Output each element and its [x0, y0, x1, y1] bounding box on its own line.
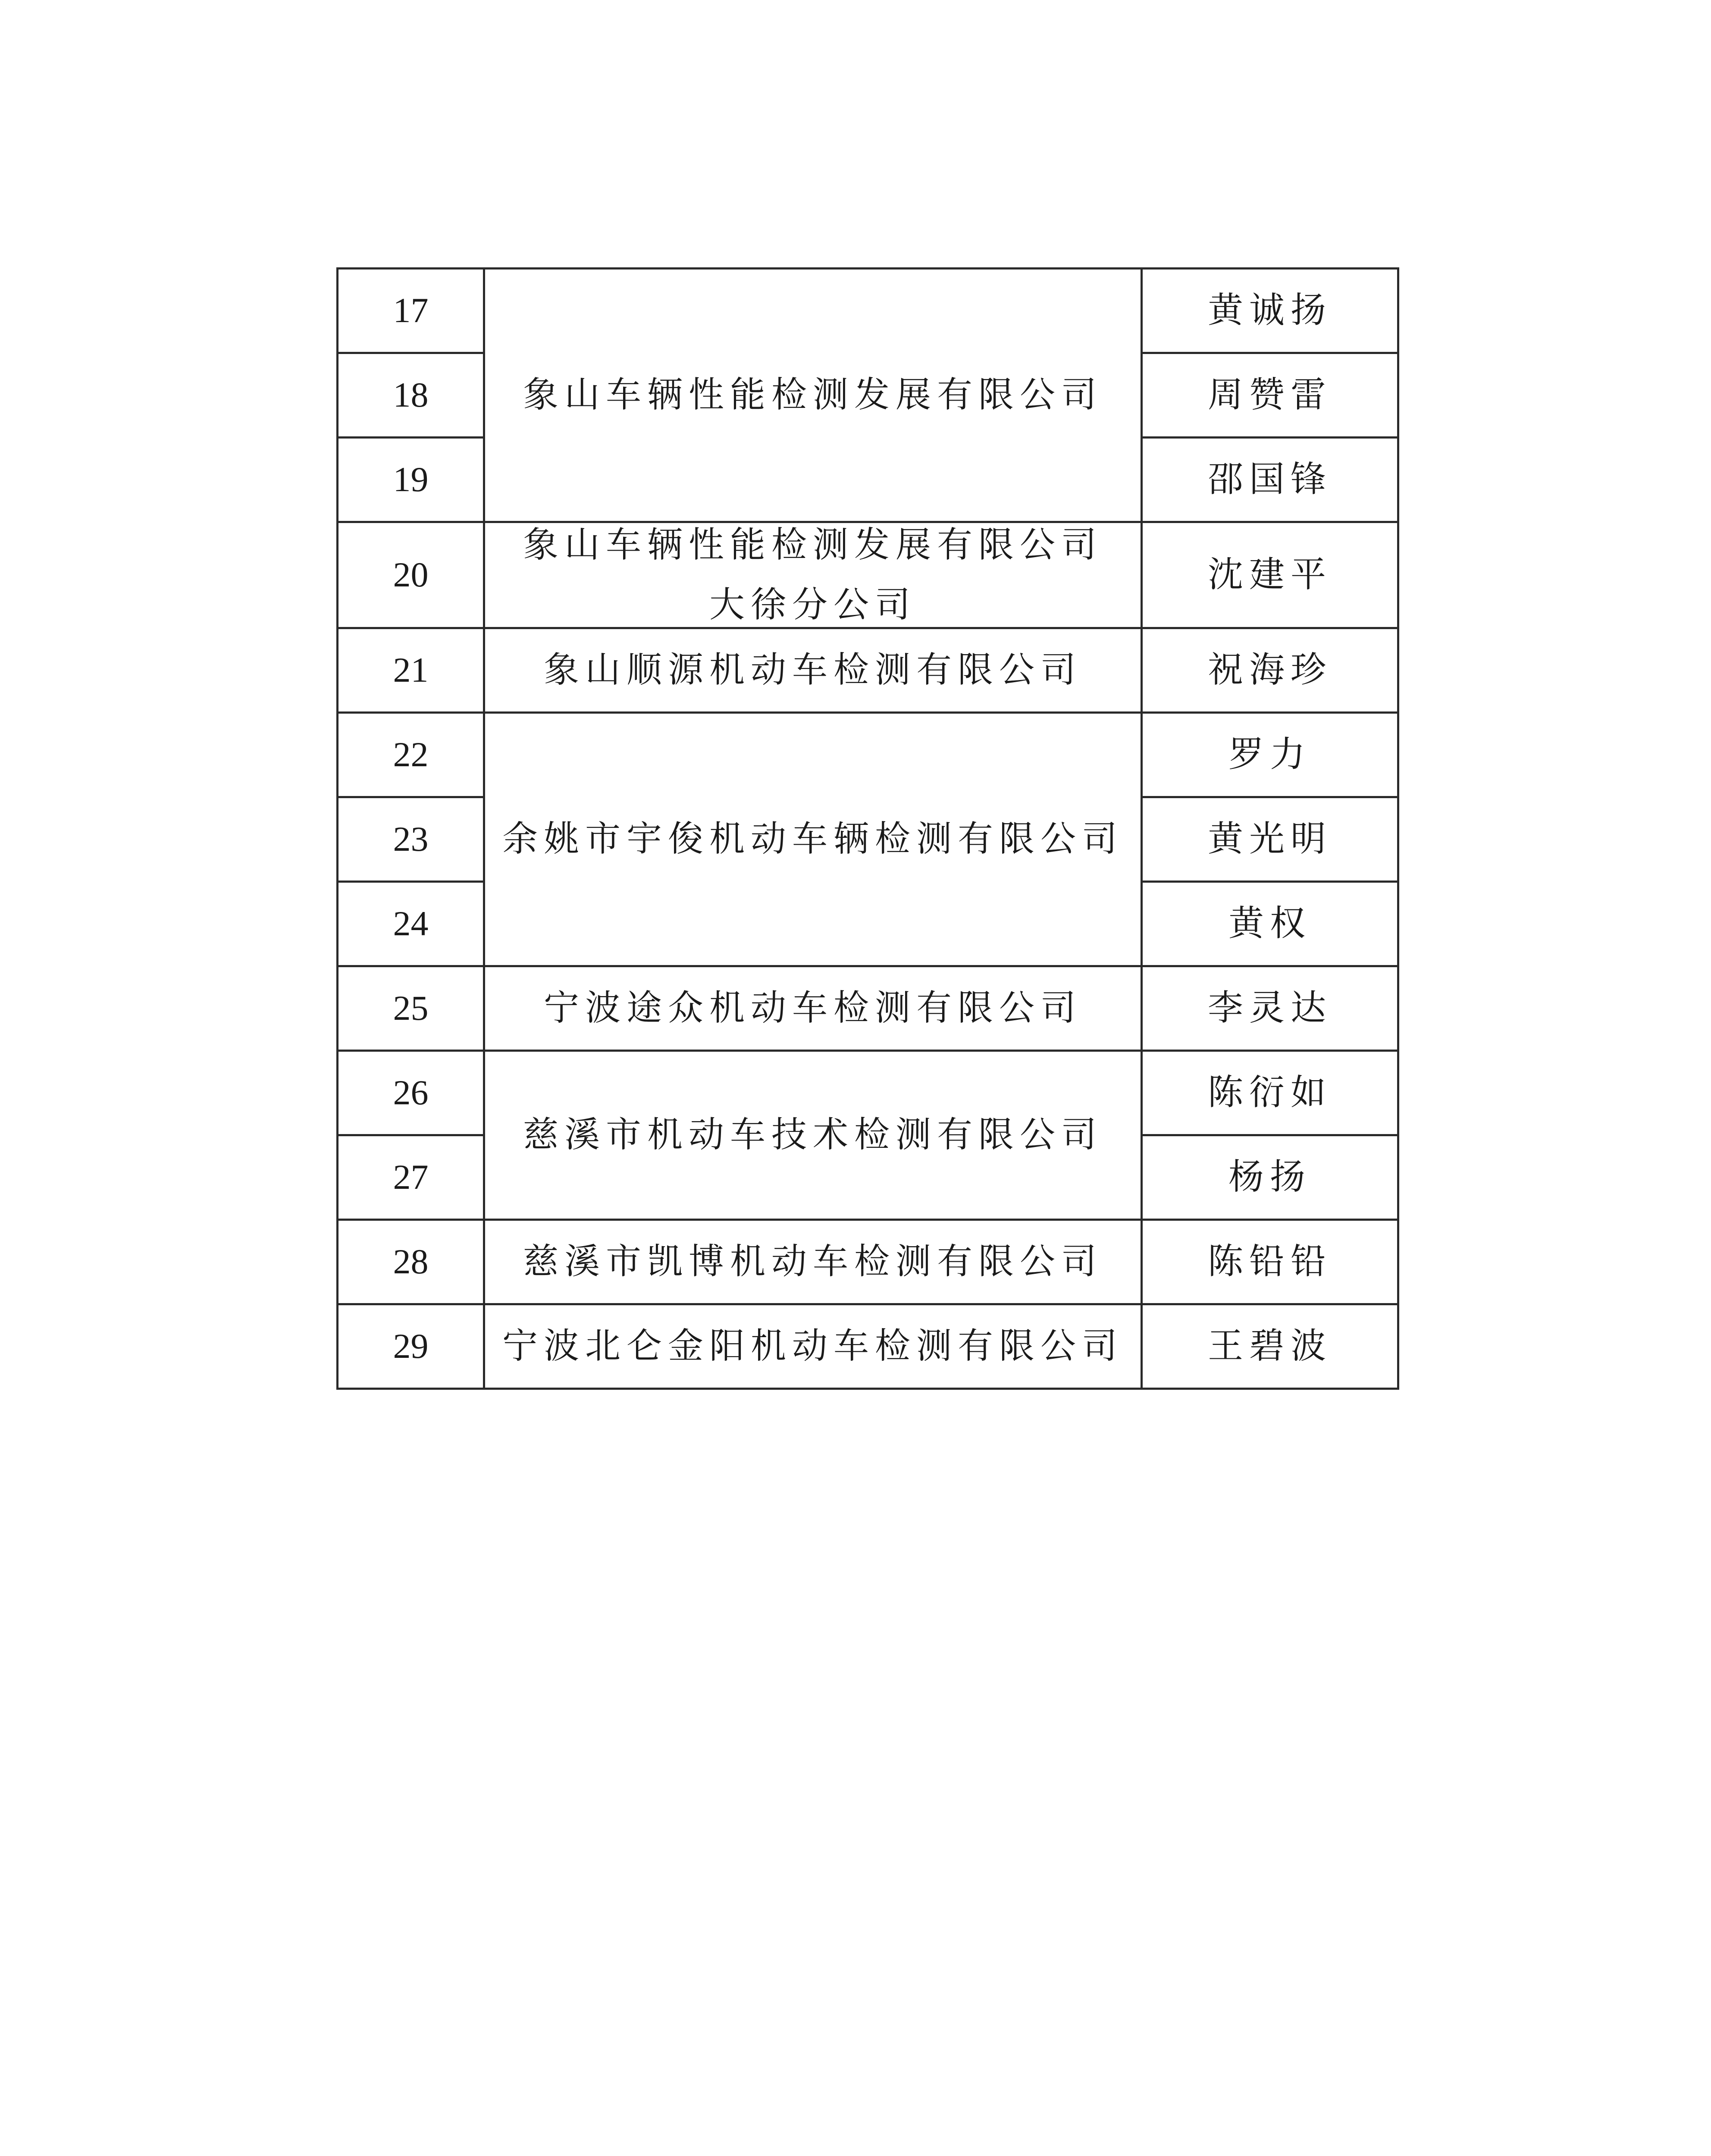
organization-cell: 宁波北仑金阳机动车检测有限公司	[484, 1304, 1142, 1389]
table-row	[338, 966, 1398, 1051]
table-row	[338, 1220, 1398, 1304]
organization-line: 象山车辆性能检测发展有限公司	[523, 524, 1103, 565]
person-name: 陈衍如	[1142, 1051, 1398, 1135]
row-number: 17	[338, 269, 484, 353]
row-number: 28	[338, 1220, 484, 1304]
row-number: 29	[338, 1304, 484, 1389]
organization-cell: 象山顺源机动车检测有限公司	[484, 628, 1142, 713]
person-name: 王碧波	[1142, 1304, 1398, 1389]
table-row	[338, 628, 1398, 713]
organization-cell	[484, 522, 1142, 628]
table-row	[338, 522, 1398, 628]
row-number: 25	[338, 966, 484, 1051]
row-number: 21	[338, 628, 484, 713]
personnel-table	[336, 267, 1399, 1390]
table-row	[338, 713, 1398, 797]
row-number: 20	[338, 522, 484, 628]
table-row	[338, 269, 1398, 353]
row-number: 19	[338, 438, 484, 522]
person-name: 李灵达	[1142, 966, 1398, 1051]
person-name: 黄权	[1142, 882, 1398, 966]
person-name: 沈建平	[1142, 522, 1398, 628]
organization-cell: 慈溪市凯博机动车检测有限公司	[484, 1220, 1142, 1304]
organization-line: 大徐分公司	[709, 584, 916, 625]
table-row	[338, 1304, 1398, 1389]
organization-cell: 宁波途众机动车检测有限公司	[484, 966, 1142, 1051]
organization-cell: 余姚市宇俊机动车辆检测有限公司	[484, 713, 1142, 966]
row-number: 22	[338, 713, 484, 797]
organization-cell: 象山车辆性能检测发展有限公司	[484, 269, 1142, 522]
person-name: 周赞雷	[1142, 353, 1398, 438]
row-number: 27	[338, 1135, 484, 1220]
person-name: 黄诚扬	[1142, 269, 1398, 353]
table-row	[338, 1051, 1398, 1135]
person-name: 陈铅铅	[1142, 1220, 1398, 1304]
person-name: 黄光明	[1142, 797, 1398, 882]
person-name: 邵国锋	[1142, 438, 1398, 522]
person-name: 祝海珍	[1142, 628, 1398, 713]
row-number: 18	[338, 353, 484, 438]
row-number: 23	[338, 797, 484, 882]
row-number: 26	[338, 1051, 484, 1135]
row-number: 24	[338, 882, 484, 966]
organization-cell: 慈溪市机动车技术检测有限公司	[484, 1051, 1142, 1220]
person-name: 杨扬	[1142, 1135, 1398, 1220]
person-name: 罗力	[1142, 713, 1398, 797]
